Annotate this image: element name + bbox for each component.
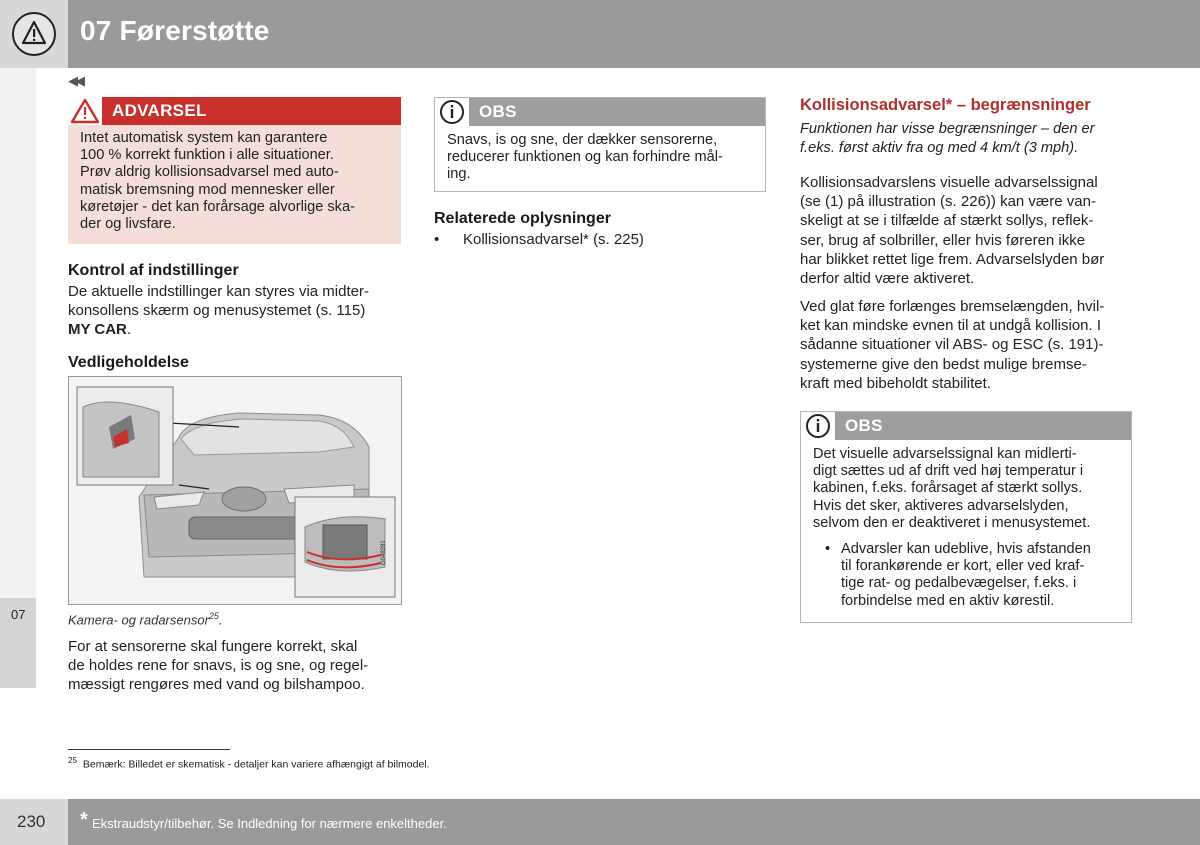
header-icon-box [0, 0, 68, 68]
illustration-code: G048281 [381, 540, 387, 565]
warning-triangle-icon [12, 12, 56, 56]
paragraph-line: ket kan mindske evnen til at undgå kollision. I [800, 317, 1102, 335]
paragraph-line: Kollisionsadvarslens visuelle advarselssignal [800, 174, 1098, 191]
warning-line: der og livsfare. [80, 216, 176, 233]
kollision-paragraph-2 [800, 297, 1135, 393]
kontrol-line: De aktuelle indstillinger kan styres via midter- [68, 283, 369, 300]
note-box-obs [434, 97, 766, 192]
sensor-illustration [68, 376, 402, 605]
warning-box-label: ADVARSEL [112, 101, 207, 120]
paragraph-line: sådanne situationer vil ABS- og ESC (s. 191)- [800, 336, 1104, 354]
paragraph-line: mæssigt rengøres med vand og bilshampoo. [68, 676, 365, 694]
kontrol-punct: . [126, 321, 132, 339]
note-line: Snavs, is og sne, der dækker sensorerne, [447, 132, 718, 148]
paragraph-line: skeligt at se i tilfælde af stærkt sollys, reflek- [800, 212, 1094, 230]
chapter-tab[interactable] [0, 598, 36, 688]
footnote-number: 25 [68, 756, 77, 765]
note-line: digt sættes ud af drift ved høj temperatur i [813, 463, 1084, 480]
footnote-text: Bemærk: Billedet er skematisk - detaljer kan variere afhængigt af bilmodel. [82, 758, 430, 771]
note-box-header [435, 98, 765, 126]
page-footer [68, 799, 1200, 845]
note-bullet-item [813, 541, 1119, 610]
footnote-ref[interactable]: 25 [208, 611, 219, 621]
back-nav-link[interactable]: ◀◀ [68, 73, 82, 88]
info-icon [435, 98, 469, 126]
subtitle-line: f.eks. først aktiv fra og med 4 km/t (3 mph). [800, 140, 1079, 156]
note-box-obs-2 [800, 411, 1132, 623]
paragraph-line: (se (1) på illustration (s. 226)) kan være van- [800, 193, 1096, 211]
footer-text: Ekstraudstyr/tilbehør. Se Indledning for nærmere enkeltheder. [92, 816, 447, 831]
page-title: 07 Førerstøtte [80, 15, 270, 46]
section-heading-kollision: Kollisionsadvarsel* – begrænsninger [800, 96, 1091, 114]
note-box-header [801, 412, 1131, 440]
paragraph-line: kraft med bibeholdt stabilitet. [800, 374, 991, 392]
caption-punct: . [218, 612, 223, 628]
note-box-label: OBS [845, 416, 883, 435]
subtitle-line: Funktionen har visse begrænsninger – den er [800, 121, 1095, 137]
note-line: Hvis det sker, aktiveres advarselslyden, [813, 497, 1069, 514]
warning-box [68, 97, 401, 244]
my-car-term: MY CAR [68, 321, 127, 339]
kollision-paragraph-1 [800, 173, 1135, 288]
note-line: ing. [447, 166, 471, 183]
caption-text: Kamera- og radarsensor [68, 612, 209, 628]
note-line: Det visuelle advarselssignal kan midlerti- [813, 446, 1077, 462]
paragraph-line: ser, brug af solbriller, eller hvis føreren ikke [800, 231, 1086, 249]
bullet-line: tige rat- og pedalbevægelser, f.eks. i [841, 575, 1077, 592]
illustration-caption [68, 611, 223, 627]
warning-box-text [68, 125, 401, 233]
warning-line: køretøjer - det kan forårsage alvorlige ska- [80, 198, 355, 215]
footnote [68, 756, 430, 771]
warning-icon [68, 97, 102, 125]
chapter-tab-label: 07 [11, 607, 26, 622]
note-line: kabinen, f.eks. forårsaget af stærkt sollys. [813, 480, 1083, 497]
warning-line: 100 % korrekt funktion i alle situationer. [80, 147, 334, 164]
warning-line: Intet automatisk system kan garantere [80, 130, 328, 146]
bullet-line: Advarsler kan udeblive, hvis afstanden [841, 541, 1091, 558]
warning-box-header [68, 97, 401, 125]
related-link-text[interactable]: Kollisionsadvarsel* (s. 225) [463, 231, 644, 248]
paragraph-line: har blikket rettet lige frem. Advarselslyden bør [800, 250, 1105, 268]
bullet: • [825, 541, 831, 558]
kontrol-paragraph [68, 282, 403, 340]
page-number: 230 [17, 812, 46, 831]
bullet: • [434, 231, 440, 248]
kontrol-line: konsollens skærm og menusystemet (s. 115) [68, 302, 366, 320]
note-line: selvom den er deaktiveret i menusystemet. [813, 514, 1091, 531]
warning-line: matisk bremsning mod mennesker eller [80, 181, 335, 198]
paragraph-line: Ved glat føre forlænges bremselængden, hvil- [800, 298, 1105, 315]
note-box-text [435, 126, 765, 184]
footnote-rule [68, 749, 230, 750]
section-heading-relaterede: Relaterede oplysninger [434, 210, 611, 227]
paragraph-line: de holdes rene for snavs, is og sne, og regel- [68, 657, 369, 675]
paragraph-line: systemerne give den bedst mulige bremse- [800, 355, 1087, 373]
warning-line: Prøv aldrig kollisionsadvarsel med auto- [80, 164, 339, 181]
paragraph-line: For at sensorerne skal fungere korrekt, skal [68, 638, 358, 655]
car-front-drawing [69, 377, 402, 605]
paragraph-line: derfor altid være aktiveret. [800, 270, 975, 288]
info-icon [801, 412, 835, 440]
sensor-cleaning-paragraph [68, 637, 408, 695]
bullet-line: til forankørende er kort, eller ved kraf- [841, 558, 1085, 575]
section-heading-vedligeholdelse: Vedligeholdelse [68, 354, 189, 371]
note-line: reducerer funktionen og kan forhindre mål- [447, 149, 723, 166]
section-heading-kontrol: Kontrol af indstillinger [68, 262, 239, 279]
note-box-text [801, 440, 1131, 610]
bullet-line: forbindelse med en aktiv kørestil. [841, 592, 1055, 609]
kollision-subtitle [800, 120, 1135, 158]
note-box-label: OBS [479, 102, 517, 121]
asterisk-mark: * [80, 809, 88, 831]
side-strip [0, 68, 36, 598]
